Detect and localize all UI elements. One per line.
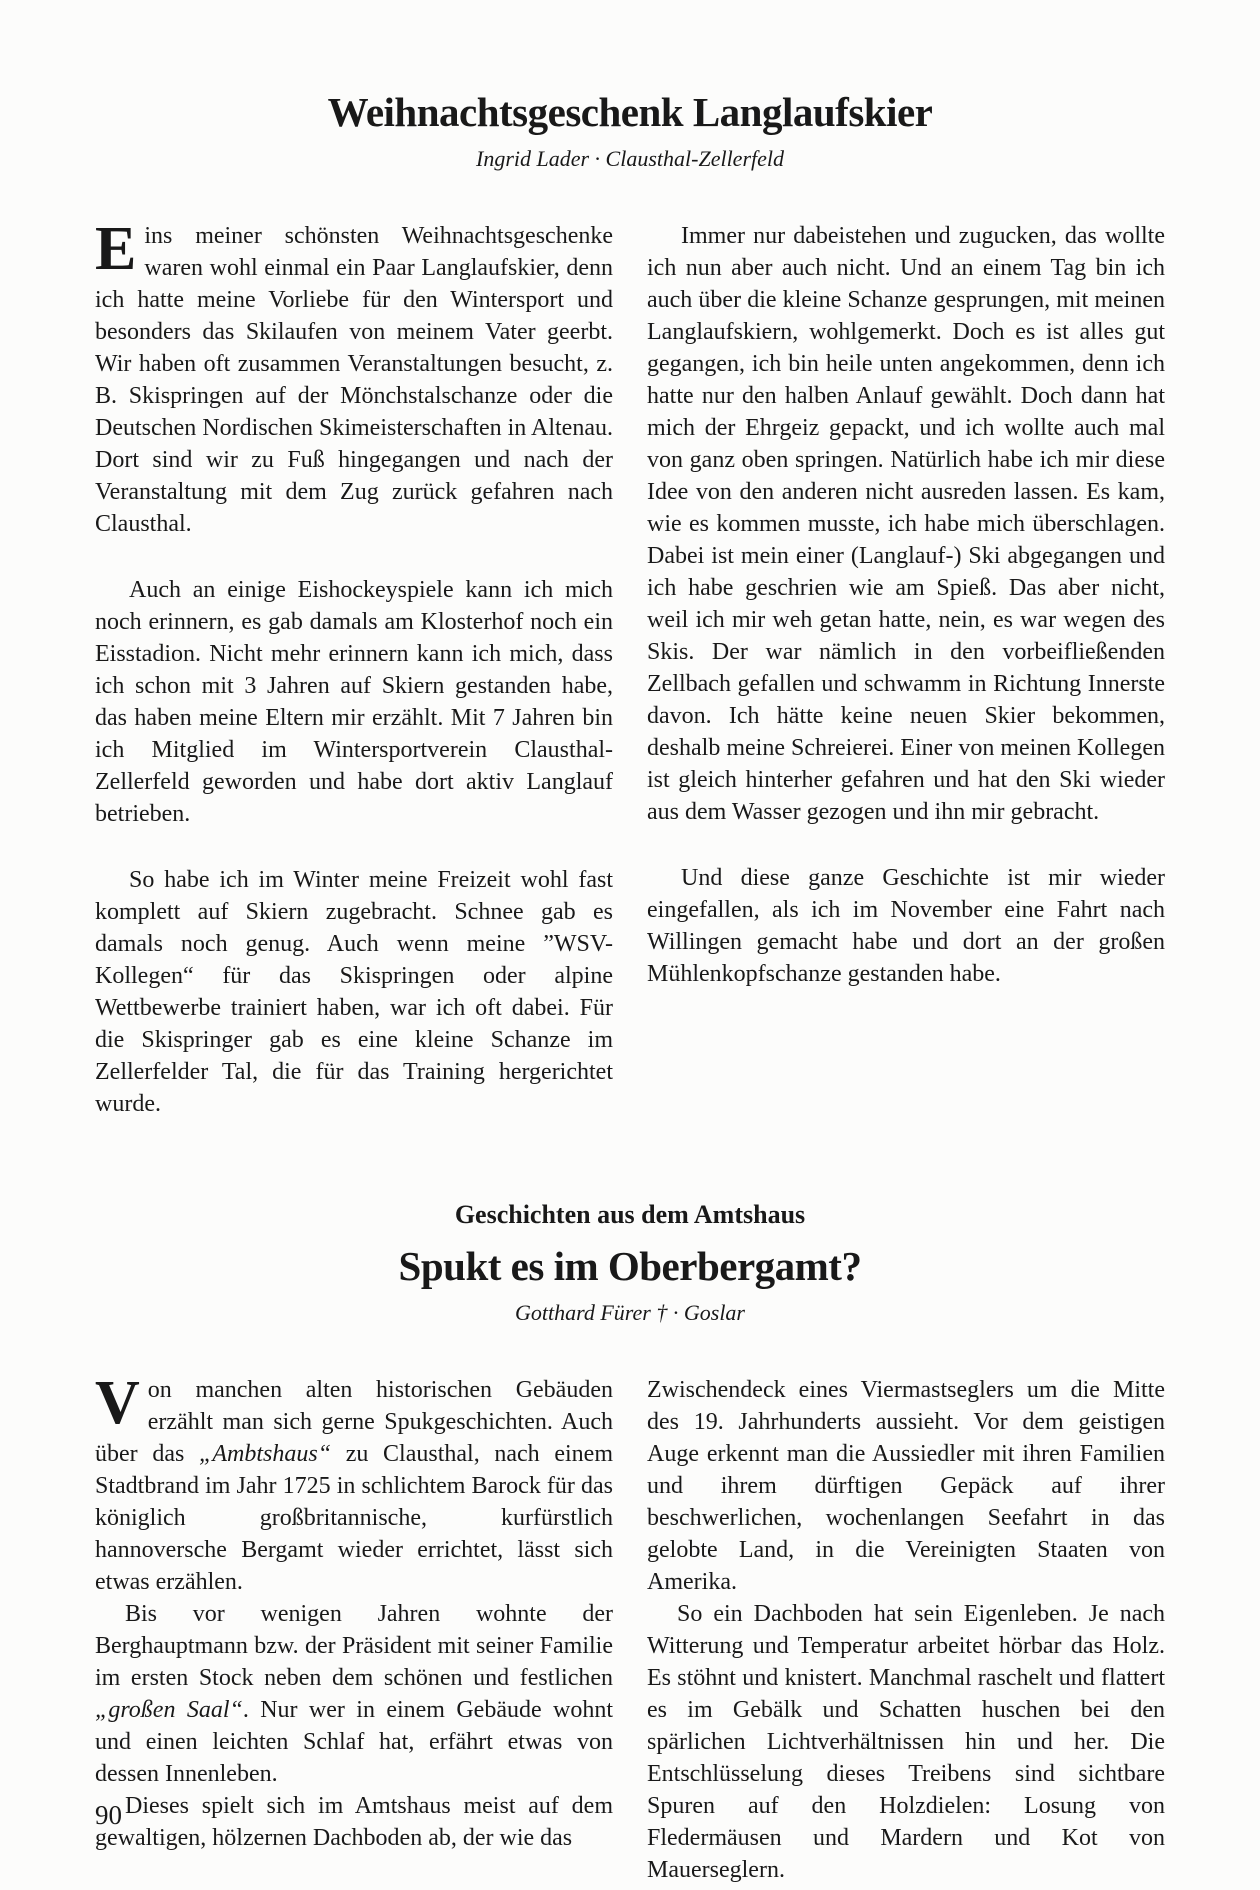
article-1-title: Weihnachtsgeschenk Langlaufskier: [327, 89, 933, 135]
paragraph-italic-text: „großen Saal“: [95, 1697, 243, 1723]
paragraph: [95, 1598, 613, 1790]
article-2-kicker: Geschichten aus dem Amtshaus: [454, 1200, 806, 1229]
paragraph-text: Bis vor wenigen Jahren wohnte der Berghauptmann bzw. der Präsident mit seiner Familie im ersten Stock neben dem schönen und festlichen: [95, 1601, 613, 1691]
article-spukt-es-im-oberbergamt: [95, 1120, 1165, 1886]
paragraph: So habe ich im Winter meine Freizeit wohl fast komplett auf Skiern zugebracht. Schnee gab es damals noch genug. Auch wenn meine ”WSV-Kollegen“ für das Skispringen oder alpine Wettbewerbe trainiert haben, war ich oft dabei. Für die Skispringer gab es eine kleine Schanze im Zellerfelder Tal, die für das Training hergerichtet wurde.: [95, 867, 613, 1117]
article-1-right-column: [647, 220, 1165, 1120]
drop-cap-e: E: [95, 215, 137, 283]
paragraph-italic-text: „Ambtshaus“: [199, 1441, 332, 1467]
article-2-columns: [95, 1369, 1165, 1886]
paragraph-text: ins meiner schönsten Weihnachtsgeschenke waren wohl einmal ein Paar Langlaufskier, denn ich hatte meine Vorliebe für den Wintersport und besonders das Skilaufen von meinem Vater geerbt. Wir haben oft zusammen Veranstaltungen besucht, z. B. Skispringen auf der Mönchstalschanze oder die Deutschen Nordischen Skimeisterschaften in Altenau. Dort sind wir zu Fuß hingegangen und nach der Veranstaltung mit dem Zug zurück gefahren nach Clausthal.: [95, 223, 613, 537]
paragraph: Zwischendeck eines Viermastseglers um die Mitte des 19. Jahrhunderts aussieht. Vor dem geistigen Auge erkennt man die Aussiedler mit ihren Familien und ihrem dürftigen Gepäck auf ihrer beschwerlichen, wochenlangen Seefahrt in das gelobte Land, in die Vereinigten Staaten von Amerika.: [647, 1377, 1165, 1595]
paragraph: [95, 1369, 613, 1598]
paragraph-text: on manchen alten historischen Gebäuden erzählt man sich gerne Spukgeschichten. Auch über das: [95, 1377, 613, 1467]
article-2-right-column: [647, 1374, 1165, 1886]
paragraph: Dieses spielt sich im Amtshaus meist auf dem gewaltigen, hölzernen Dachboden ab, der wie das: [95, 1793, 613, 1851]
article-2-author: Gotthard Fürer † · Goslar: [515, 1300, 745, 1325]
article-weihnachtsgeschenk: [95, 0, 1165, 1120]
paragraph-text: zu Clausthal, nach einem Stadtbrand im Jahr 1725 in schlichtem Barock für das königlich großbritannische, kurfürstlich hannoversche Bergamt wieder errichtet, lässt sich etwas erzählen.: [95, 1441, 613, 1595]
paragraph-text: . Nur wer in einem Gebäude wohnt und einen leichten Schlaf hat, erfährt etwas von dessen Innenleben.: [95, 1697, 613, 1787]
paragraph: Immer nur dabeistehen und zugucken, das wollte ich nun aber auch nicht. Und an einem Tag bin ich auch über die kleine Schanze gesprungen, mit meinen Langlaufskiern, wohlgemerkt. Doch es ist alles gut gegangen, ich bin heile unten angekommen, denn ich hatte nur den halben Anlauf gewählt. Doch dann hat mich der Ehrgeiz gepackt, und ich wollte auch mal von ganz oben springen. Natürlich habe ich mir diese Idee von den anderen nicht ausreden lassen. Es kam, wie es kommen musste, ich habe mich überschlagen. Dabei ist mein einer (Langlauf-) Ski abgegangen und ich habe geschrien wie am Spieß. Das aber nicht, weil ich mir weh getan hatte, nein, es war wegen des Skis. Der war nämlich in den vorbeifließenden Zellbach gefallen und schwamm in Richtung Innerste davon. Ich hätte keine neuen Skier bekommen, deshalb meine Schreierei. Einer von meinen Kollegen ist gleich hinterher gefahren und hat den Ski wieder aus dem Wasser gezogen und ihn mir gebracht.: [647, 223, 1165, 825]
article-2-title: Spukt es im Oberbergamt?: [398, 1243, 862, 1289]
paragraph: Und diese ganze Geschichte ist mir wieder eingefallen, als ich im November eine Fahrt nach Willingen gemacht habe und dort an der großen Mühlenkopfschanze gestanden habe.: [647, 865, 1165, 987]
article-1-left-column: [95, 215, 613, 1120]
article-1-columns: [95, 215, 1165, 1120]
paragraph: So ein Dachboden hat sein Eigenleben. Je nach Witterung und Temperatur arbeitet hörbar das Holz. Es stöhnt und knistert. Manchmal raschelt und flattert es im Gebälk und Schatten huschen bei den spärlichen Lichtverhältnissen hin und her. Die Entschlüsselung dieses Treibens sind sichtbare Spuren auf den Holzdielen: Losung von Fledermäusen und Mardern und Kot von Mauerseglern.: [647, 1601, 1165, 1883]
article-1-author: Ingrid Lader · Clausthal-Zellerfeld: [476, 146, 784, 171]
paragraph: [95, 215, 613, 540]
drop-cap-v: V: [95, 1369, 140, 1437]
paragraph: Auch an einige Eishockeyspiele kann ich mich noch erinnern, es gab damals am Klosterhof noch ein Eisstadion. Nicht mehr erinnern kann ich mich, dass ich schon mit 3 Jahren auf Skiern gestanden habe, das haben meine Eltern mir erzählt. Mit 7 Jahren bin ich Mitglied im Wintersportverein Clausthal-Zellerfeld geworden und habe dort aktiv Langlauf betrieben.: [95, 577, 613, 827]
page-number: 90: [95, 1800, 122, 1830]
article-2-left-column: [95, 1369, 613, 1886]
